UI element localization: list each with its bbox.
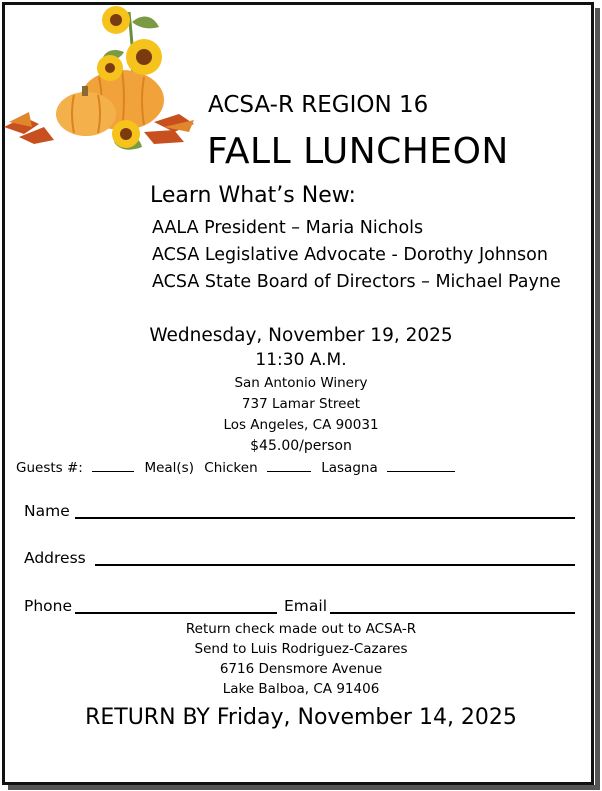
meals-label: Meal(s): [144, 460, 194, 476]
return-line: Lake Balboa, CA 91406: [222, 681, 380, 697]
speaker-item: ACSA Legislative Advocate - Dorothy Johnson: [152, 245, 548, 265]
ticket-price: $45.00/person: [250, 438, 352, 454]
name-label: Name: [24, 502, 70, 520]
event-time: 11:30 A.M.: [255, 350, 347, 370]
phone-label: Phone: [24, 597, 73, 615]
venue-street: 737 Lamar Street: [241, 396, 361, 412]
region-heading: ACSA-R REGION 16: [208, 92, 429, 118]
email-field[interactable]: [330, 612, 575, 614]
return-line: Return check made out to ACSA-R: [185, 621, 417, 637]
learn-heading: Learn What’s New:: [150, 183, 356, 208]
pumpkin-sunflower-icon: [4, 2, 204, 167]
event-date: Wednesday, November 19, 2025: [149, 325, 453, 346]
lasagna-count-field[interactable]: [387, 459, 455, 472]
return-deadline: RETURN BY Friday, November 14, 2025: [85, 705, 517, 730]
guests-count-field[interactable]: [92, 459, 134, 472]
lasagna-label: Lasagna: [321, 460, 378, 476]
address-field[interactable]: [95, 564, 575, 566]
event-title: FALL LUNCHEON: [207, 131, 509, 172]
venue-name: San Antonio Winery: [234, 375, 368, 391]
speaker-item: ACSA State Board of Directors – Michael Payne: [152, 272, 561, 292]
return-line: Send to Luis Rodriguez-Cazares: [194, 641, 408, 657]
chicken-label: Chicken: [204, 460, 258, 476]
chicken-count-field[interactable]: [267, 459, 311, 472]
venue-city: Los Angeles, CA 90031: [223, 417, 379, 433]
return-line: 6716 Densmore Avenue: [219, 661, 383, 677]
name-field[interactable]: [75, 517, 575, 519]
email-label: Email: [284, 597, 328, 615]
address-label: Address: [24, 549, 86, 567]
guests-label: Guests #:: [16, 460, 83, 476]
speaker-item: AALA President – Maria Nichols: [152, 218, 424, 238]
phone-field[interactable]: [75, 612, 277, 614]
guest-meal-row: [16, 459, 455, 476]
flyer-shadow-bottom: [8, 785, 600, 790]
